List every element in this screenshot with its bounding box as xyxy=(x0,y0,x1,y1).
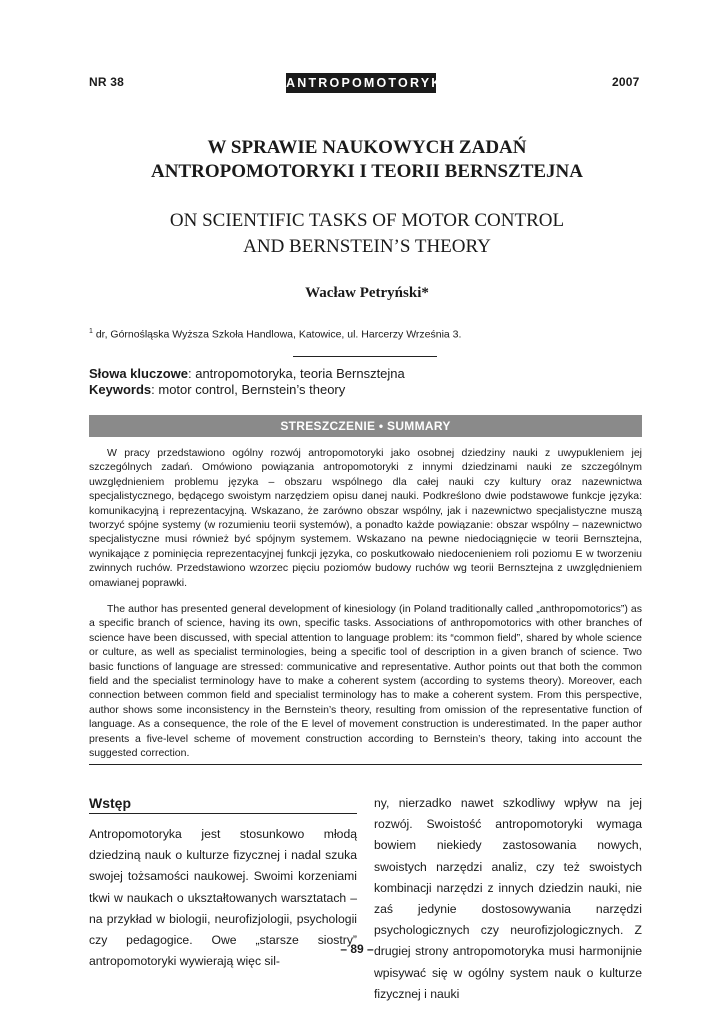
keywords-en-text: : motor control, Bernstein’s theory xyxy=(151,382,346,397)
keywords-en-label: Keywords xyxy=(89,382,152,397)
title-pl-line1: W SPRAWIE NAUKOWYCH ZADAŃ xyxy=(207,137,527,158)
separator-line xyxy=(293,356,437,357)
issue-number: NR 38 xyxy=(89,75,125,89)
abstract-pl-text: W pracy przedstawiono ogólny rozwój antropomotoryki jako osobnej dziedziny nauki z uwypukleniem jej szczególnych zadań. Omówiono powiązania antropomotoryki z innymi dziedzinami nauki ze szczególnym uwzględnieniem problemu języka – obszaru wspólnego dla całej nauki czy kultury oraz nazewnictwa specjalistycznego, będącego swoistym narzędziem opisu danej nauki. Podkreślono dwie podstawowe funkcje języka: komunikacyjną i reprezentacyjną. Wskazano, że zarówno obszar wspólny, jak i nazewnictwo specjalistyczne muszą tworzyć spójne systemy (w rozumieniu teorii systemów), a ponadto każde powiązanie: obszar wspólny – nazewnictwo specjalistyczne musi również być spójnym systemem. Wskazano na pewne niedociągnięcie w teorii Bernsztejna, wynikające z pominięcia reprezentacyjnej funkcji języka, co poskutkowało niedocenieniem roli poziomu E w tworzeniu zwinnych ruchów. Przedstawiono wzorzec pięciu poziomów budowy ruchów wg teorii Bernsztejna z uwzględnieniem omawianej poprawki. xyxy=(89,447,642,589)
keywords-pl-label: Słowa kluczowe xyxy=(89,366,188,381)
keywords-pl xyxy=(89,366,405,381)
affiliation-mark: 1 xyxy=(89,328,93,335)
abstract-en-text: The author has presented general development of kinesiology (in Poland traditionally called „anthropomotorics”) as a specific branch of science, having its own, specific tasks. Associations of anthropomotorics with other branches of science have been discussed, with special attention to language problem: its “common field”, shared by whole science or culture, as well as specialist terminologies, being a specific tool of description in a given branch of science. Two basic functions of language are stressed: communicative and representative. Author points out that both the common field and the specialist terminology have to make a coherent system (according to systems theory). Moreover, each connection between common field and specialist terminology has to make a coherent system. From this perspective, author shows some inconsistency in the Bernstein’s theory, resulting from omission of the representative function of language. As a consequence, the role of the E level of movement construction is underestimated. In the paper author presents a five-level scheme of movement construction according to Bernstein’s theory, taking into account the suggested correction. xyxy=(89,603,642,760)
affiliation xyxy=(89,328,461,341)
section-heading: Wstęp xyxy=(89,795,131,811)
body-column-right xyxy=(374,793,642,1005)
abstract-pl xyxy=(89,446,642,590)
title-pl-line2: ANTROPOMOTORYKI I TEORII BERNSZTEJNA xyxy=(150,161,584,182)
abstract-divider xyxy=(89,764,642,765)
summary-header-bar: STRESZCZENIE • SUMMARY xyxy=(89,415,642,437)
body-col1-text: Antropomotoryka jest stosunkowo młodą dziedziną nauk o kulturze fizycznej i nadal szuka swojej tożsamości naukowej. Swoimi korzeniami tkwi w naukach o ukształtowanych warsztatach – na przykład w biologii, neurofizjologii, psychologii czy pedagogice. Owe „starsze siostry” antropomotoryki wywierają więc sil- xyxy=(89,827,357,969)
abstract-en xyxy=(89,602,642,760)
journal-name: ANTROPOMOTORYKA xyxy=(286,73,436,93)
title-en-line1: ON SCIENTIFIC TASKS OF MOTOR CONTROL xyxy=(169,210,565,231)
keywords-en xyxy=(89,382,345,397)
keywords-pl-text: : antropomotoryka, teoria Bernsztejna xyxy=(187,366,405,381)
body-col2-text: ny, nierzadko nawet szkodliwy wpływ na jej rozwój. Swoistość antropomotoryki wymaga bowiem niekiedy zastosowania nowych, swoistych narzędzi analiz, czy też swoistych kombinacji narzędzi z innych dziedzin nauki, nie zaś jedynie dostosowywania narzędzi psychologicznych czy neurofizjologicznych. Z drugiej strony antropomotoryka musi harmonijnie wpisywać się w ogólny system nauk o kulturze fizycznej i nauki xyxy=(374,796,642,1001)
affiliation-text: dr, Górnośląska Wyższa Szkoła Handlowa, Katowice, ul. Harcerzy Września 3. xyxy=(95,328,462,341)
author-name: Wacław Petryński* xyxy=(305,285,429,301)
section-heading-underline xyxy=(89,813,357,814)
publication-year: 2007 xyxy=(612,75,640,89)
page-number: – 89 – xyxy=(340,942,374,956)
title-en-line2: AND BERNSTEIN’S THEORY xyxy=(243,236,491,257)
